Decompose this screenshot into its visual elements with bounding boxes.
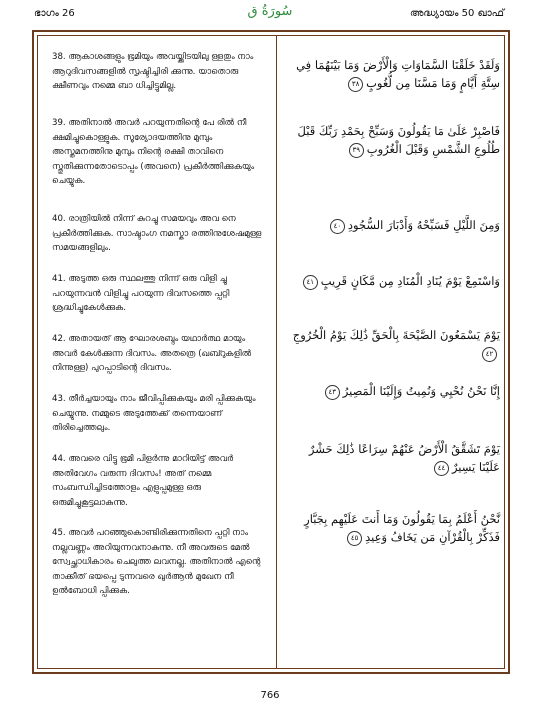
verse-ml-44: 44. അവരെ വിട്ടു ഭൂമി പിളർന്നു മാറിയിട്ട് അവർ അതിവേഗം വരുന്ന ദിവസം! അത് നമ്മെ സംബന്ധിച്ചിടത്തോളം എളുപ്പമുള്ള ഒരു ഒരുമിച്ചുകൂട്ടലാകുന്നു. [52, 454, 234, 508]
verse-ar-38 [286, 56, 500, 92]
verse-ar-text: وَلَقَدْ خَلَقْنَا السَّمَاوَاتِ وَالْأَرْضَ وَمَا بَيْنَهُمَا فِي سِتَّةِ أَيَّامٍ وَمَا مَسَّنَا مِن لُّغُوبٍ [296, 58, 500, 90]
verse-ar-text: يَوْمَ تَشَقَّقُ الْأَرْضُ عَنْهُمْ سِرَاعًا ذَٰلِكَ حَشْرٌ عَلَيْنَا يَسِيرٌ [308, 442, 500, 474]
verse-ml-43: 43. തീർച്ചയായും നാം ജീവിപ്പിക്കുകയും മരി പ്പിക്കുകയും ചെയ്യുന്നു. നമ്മുടെ അടുത്തേക്ക് തന്നെയാണ് തിരിച്ചെത്തലും. [52, 394, 256, 434]
verse-ar-44 [286, 440, 500, 476]
verse-number-marker: ٤٣ [325, 385, 340, 400]
verse-ar-42 [286, 326, 500, 362]
column-divider [276, 36, 277, 668]
verse-ar-39 [286, 122, 500, 158]
verse-number-marker: ٣٨ [348, 77, 363, 92]
verse-ar-text: وَاسْتَمِعْ يَوْمَ يُنَادِ الْمُنَادِ مِن مَّكَانٍ قَرِيبٍ [320, 274, 500, 288]
verse-ml-42: 42. അതായത് ആ ഘോരശബ്ദം യഥാർത്ഥ മായും അവർ കേൾക്കുന്ന ദിവസം. അതത്രെ (ഖബ്റുകളിൽ നിന്നുള്ള) പുറപ്പാടിന്റെ ദിവസം. [52, 334, 252, 374]
header-surah-title: سُورَةُ ق [247, 4, 293, 19]
verse-ml-40: 40. രാത്രിയിൽ നിന്ന് കുറച്ചു സമയവും അവ നെ പ്രകീർത്തിക്കുക. സാഷ്ടാംഗ നമസ്കാ രത്തിനുശേഷമുള്ള സമയങ്ങളിലും. [52, 214, 262, 254]
verse-ml-41: 41. അടുത്ത ഒരു സ്ഥലത്തു നിന്ന് ഒരു വിളി ച്ചു പറയുന്നവൻ വിളിച്ചു പറയുന്ന ദിവസത്തെ പ്പറ്റി ശ്രദ്ധിച്ചുകേൾക്കുക. [52, 274, 230, 314]
verse-ml-38: 38. ആകാശങ്ങളും ഭൂമിയും അവയ്ക്കിടയിലു ള്ളതും നാം ആറുദിവസങ്ങളിൽ സൃഷ്ടിച്ചിരി ക്കുന്നു. യാതൊരു ക്ഷീണവും നമ്മെ ബാ ധിച്ചിട്ടുമില്ല. [52, 52, 254, 92]
verse-ar-text: نَّحْنُ أَعْلَمُ بِمَا يَقُولُونَ وَمَا أَنتَ عَلَيْهِم بِجَبَّارٍ فَذَكِّرْ بِالْقُرْآنِ مَن يَخَافُ وَعِيدِ [304, 512, 500, 544]
header-right: അദ്ധ്യായം 50 ഖാഫ് [409, 8, 504, 19]
verse-number-marker: ٤٥ [347, 531, 362, 546]
verse-number-marker: ٣٩ [349, 143, 364, 158]
page-frame-inner [37, 35, 505, 669]
page-number: 766 [260, 690, 280, 701]
verse-ar-41 [286, 272, 500, 290]
verse-ar-40 [286, 216, 500, 234]
verse-ml-45: 45. അവർ പറഞ്ഞുകൊണ്ടിരിക്കുന്നതിനെ പ്പറ്റി നാം നല്ലവണ്ണം അറിയുന്നവനാകുന്നു. നീ അവരുടെ മേൽ സ്വേച്ഛാധികാരം ചെലുത്ത ലവനല്ല. അതിനാൽ എന്റെ താക്കീത് ഭയപ്പെ ടുന്നവരെ ഖുർആൻ മുഖേന നീ ഉൽബോധി പ്പിക്കുക. [52, 528, 261, 597]
verse-ar-text: فَاصْبِرْ عَلَىٰ مَا يَقُولُونَ وَسَبِّحْ بِحَمْدِ رَبِّكَ قَبْلَ طُلُوعِ الشَّمْسِ وَقَبْلَ الْغُرُوبِ [297, 124, 500, 156]
verse-number-marker: ٤١ [303, 275, 318, 290]
verse-number-marker: ٤٤ [434, 461, 449, 476]
verse-number-marker: ٤٢ [482, 347, 497, 362]
page-frame [32, 30, 510, 674]
verse-ar-43 [286, 382, 500, 400]
header-left: ഭാഗം 26 [34, 8, 75, 19]
verse-ar-text: يَوْمَ يَسْمَعُونَ الصَّيْحَةَ بِالْحَقِّ ذَٰلِكَ يَوْمُ الْخُرُوجِ [292, 328, 500, 342]
verse-ar-text: إِنَّا نَحْنُ نُحْيِي وَنُمِيتُ وَإِلَيْنَا الْمَصِيرُ [342, 384, 500, 398]
verse-ar-text: وَمِنَ اللَّيْلِ فَسَبِّحْهُ وَأَدْبَارَ السُّجُودِ [347, 218, 500, 232]
verse-number-marker: ٤٠ [330, 219, 345, 234]
verse-ar-45 [286, 510, 500, 546]
verse-ml-39: 39. അതിനാൽ അവർ പറയുന്നതിന്റെ പേ രിൽ നീ ക്ഷമിച്ചുകൊള്ളുക. സൂര്യോദയത്തിനു മുമ്പും അസ്തമനത്തിനു മുമ്പും നിന്റെ രക്ഷി താവിനെ സ്തുതിക്കുന്നതോടൊപ്പം (അവനെ) പ്രകീർത്തിക്കുകയും ചെയ്യുക. [52, 118, 255, 187]
